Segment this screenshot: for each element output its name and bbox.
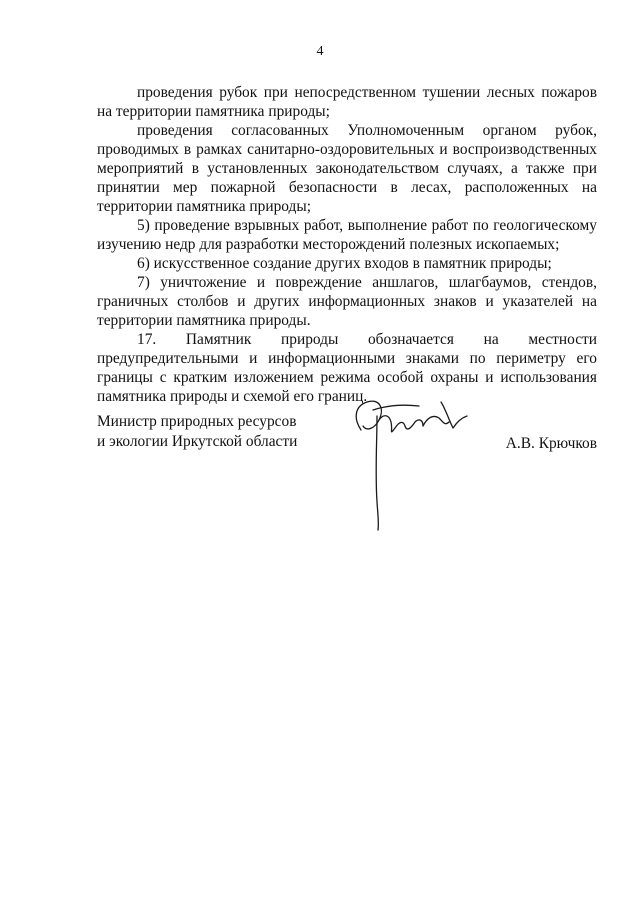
document-body [97, 83, 597, 406]
signer-title-line1: Министр природных ресурсов [97, 413, 297, 430]
paragraph-fire-felling: проведения рубок при непосредственном тушении лесных пожаров на территории памятника природы; [97, 84, 597, 120]
handwritten-signature [349, 392, 469, 532]
paragraph-signs-damage: 7) уничтожение и повреждение аншлагов, шлагбаумов, стендов, граничных столбов и других информационных знаков и указателей на территории памятника природы. [97, 274, 597, 329]
signature-block [97, 412, 597, 532]
paragraph-entrances: 6) искусственное создание других входов в памятник природы; [137, 255, 552, 272]
page-number: 4 [316, 44, 324, 59]
signer-title [97, 412, 297, 452]
signer-title-line2: и экологии Иркутской области [97, 433, 298, 450]
paragraph-17-marking: 17. Памятник природы обозначается на местности предупредительными и информационными знаками по периметру его границы с кратким изложением режима особой охраны и использования памятника природы и схемой его границ. [97, 331, 597, 405]
paragraph-blasting: 5) проведение взрывных работ, выполнение работ по геологическому изучению недр для разработки месторождений полезных ископаемых; [97, 217, 597, 253]
paragraph-agreed-felling: проведения согласованных Уполномоченным органом рубок, проводимых в рамках санитарно-оздоровительных и воспроизводственных мероприятий в установленных законодательством случаях, а также при принятии мер пожарной безопасности в лесах, расположенных на территории памятника природы; [97, 122, 597, 215]
signer-name: А.В. Крючков [505, 435, 597, 452]
